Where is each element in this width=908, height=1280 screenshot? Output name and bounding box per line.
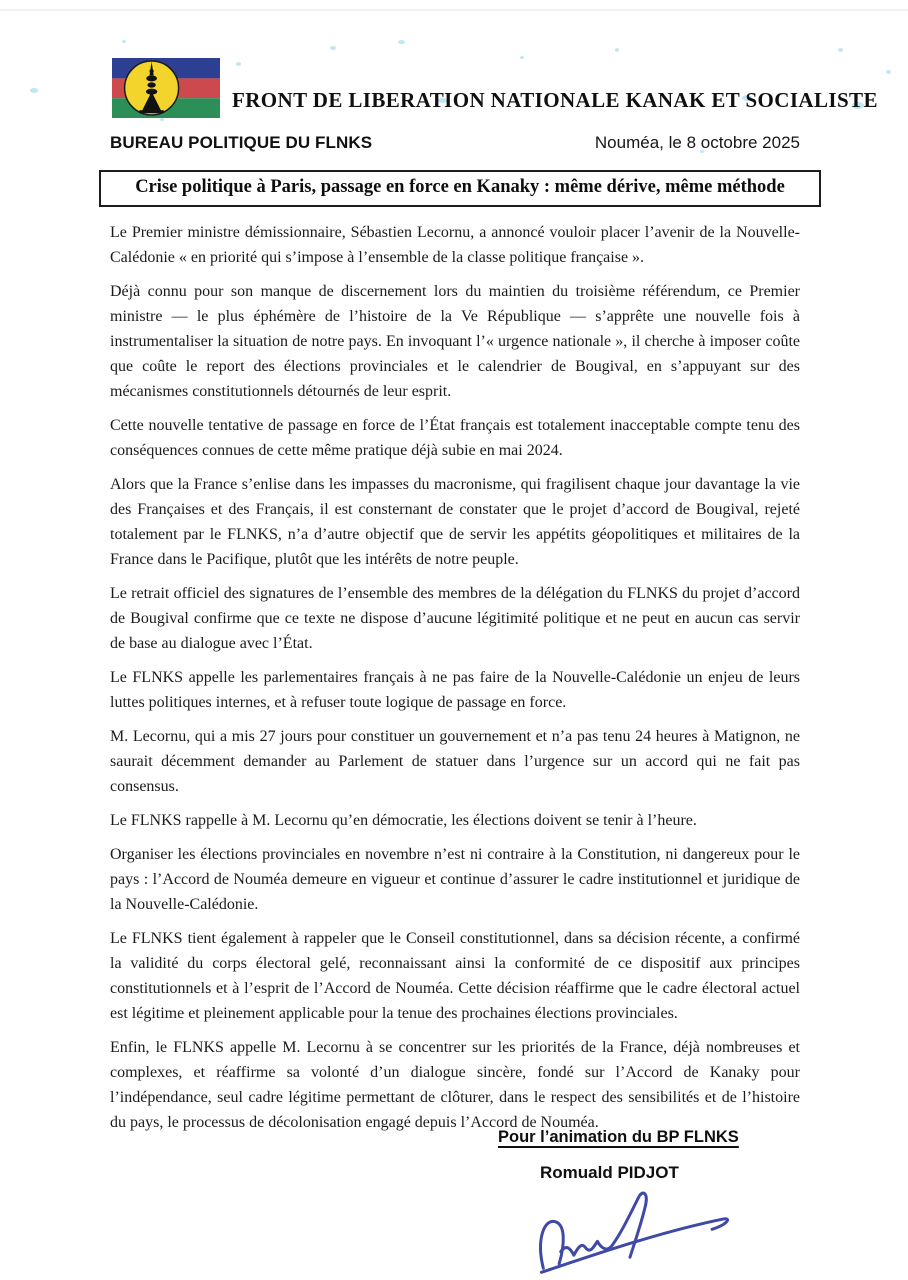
letter-body — [110, 220, 800, 1144]
paragraph: Le FLNKS tient également à rappeler que le Conseil constitutionnel, dans sa décision récente, a confirmé la validité du corps électoral gelé, reconnaissant ainsi la conformité de ce dispositif aux principes constitutionnels et à l’esprit de l’Accord de Nouméa. Cette décision réaffirme que le cadre électoral actuel est légitime et pleinement applicable pour la tenue des prochaines élections provinciales. — [110, 930, 800, 1022]
letterhead — [112, 57, 888, 119]
handwritten-signature — [527, 1181, 745, 1276]
paragraph: Déjà connu pour son manque de discernement lors du maintien du troisième référendum, ce Premier ministre — le plus éphémère de l’histoire de la Ve République — s’apprête une nouvelle fois à instrumentaliser la situation de notre pays. En invoquant l’« urgence nationale », il cherche à imposer coûte que coûte le report des élections provinciales et le calendrier de Bougival, en s’appuyant sur des mécanismes constitutionnels détournés de leur esprit. — [110, 283, 800, 400]
signature-block — [498, 1128, 758, 1273]
paragraph: Alors que la France s’enlise dans les impasses du macronisme, qui fragilisent chaque jour davantage la vie des Françaises et des Français, il est consternant de constater que le projet d’accord de Bougival, rejeté totalement par le FLNKS, n’a d’autre objectif que de servir les appétits géopolitiques et militaires de la France dans le Pacifique, plutôt que les intérêts de notre peuple. — [110, 476, 800, 568]
signature-role: Pour l’animation du BP FLNKS — [498, 1128, 739, 1146]
meta-row — [110, 133, 800, 153]
scan-artifact-line — [0, 9, 908, 11]
org-name: FRONT DE LIBERATION NATIONALE KANAK ET SOCIALISTE — [232, 88, 878, 112]
kanaky-flag-icon — [112, 57, 220, 119]
signatory-name: Romuald PIDJOT — [540, 1163, 679, 1182]
paragraph: Le retrait officiel des signatures de l’ensemble des membres de la délégation du FLNKS du projet d’accord de Bougival confirme que ce texte ne dispose d’aucune légitimité politique et ne peut en aucun cas servir de base au dialogue avec l’État. — [110, 585, 800, 652]
headline: Crise politique à Paris, passage en force en Kanaky : même dérive, même méthode — [135, 177, 785, 197]
paragraph: Le Premier ministre démissionnaire, Sébastien Lecornu, a annoncé vouloir placer l’avenir de la Nouvelle-Calédonie « en priorité qui s’impose à l’ensemble de la classe politique française ». — [110, 224, 800, 266]
paragraph: Cette nouvelle tentative de passage en force de l’État français est totalement inacceptable compte tenu des conséquences connues de cette même pratique déjà subie en mai 2024. — [110, 417, 800, 459]
paragraph: Enfin, le FLNKS appelle M. Lecornu à se concentrer sur les priorités de la France, déjà nombreuses et complexes, et réaffirme sa volonté d’un dialogue sincère, fondé sur l’Accord de Kanaky pour l’indépendance, seul cadre légitime permettant de clôturer, dans le respect des sensibilités et de l’histoire du pays, le processus de décolonisation engagé depuis l’Accord de Nouméa. — [110, 1039, 800, 1131]
paragraph: Le FLNKS rappelle à M. Lecornu qu’en démocratie, les élections doivent se tenir à l’heure. — [110, 812, 697, 829]
dateline: Nouméa, le 8 octobre 2025 — [594, 133, 800, 152]
bureau-label: BUREAU POLITIQUE DU FLNKS — [110, 133, 373, 152]
headline-box — [99, 170, 821, 207]
paragraph: Le FLNKS appelle les parlementaires français à ne pas faire de la Nouvelle-Calédonie un enjeu de leurs luttes politiques internes, et à refuser toute logique de passage en force. — [110, 669, 800, 711]
paragraph: Organiser les élections provinciales en novembre n’est ni contraire à la Constitution, ni dangereux pour le pays : l’Accord de Nouméa demeure en vigueur et continue d’assurer le cadre institutionnel et juridique de la Nouvelle-Calédonie. — [110, 846, 800, 913]
paragraph: M. Lecornu, qui a mis 27 jours pour constituer un gouvernement et n’a pas tenu 24 heures à Matignon, ne saurait décemment demander au Parlement de statuer dans l’urgence sur un accord qui ne fait pas consensus. — [110, 728, 800, 795]
